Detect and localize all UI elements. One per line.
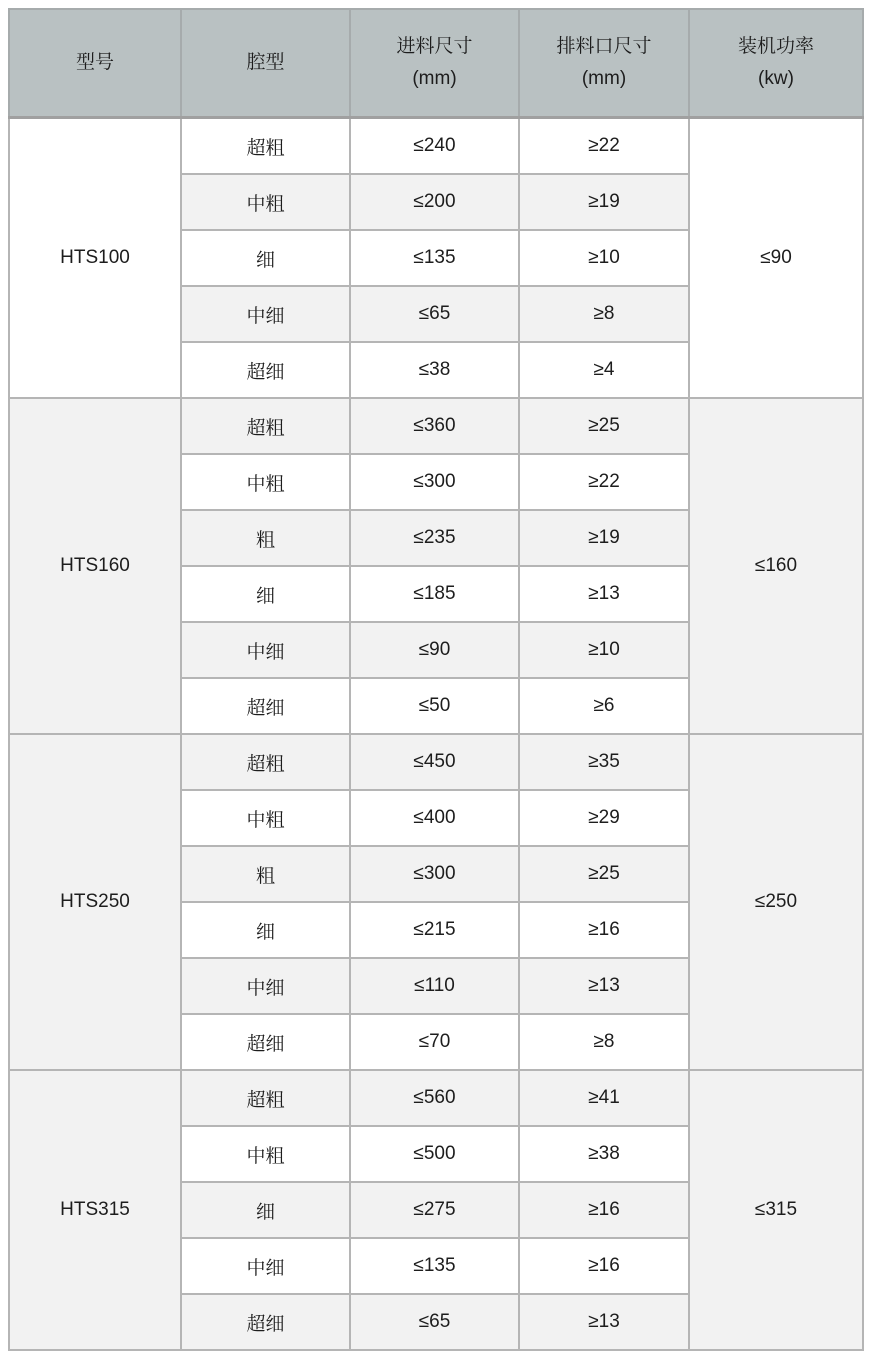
cavity-cell: 中细	[181, 1238, 350, 1294]
header-discharge-unit: (mm)	[581, 68, 627, 89]
header-power-unit: (kw)	[758, 68, 794, 89]
cavity-cell: 中粗	[181, 174, 350, 230]
feed-size-cell: ≤240	[350, 118, 519, 175]
discharge-size-cell: ≥8	[519, 1014, 689, 1070]
cavity-cell: 粗	[181, 846, 350, 902]
feed-size-cell: ≤185	[350, 566, 519, 622]
cavity-cell: 中细	[181, 286, 350, 342]
cavity-cell: 超粗	[181, 734, 350, 790]
feed-size-cell: ≤275	[350, 1182, 519, 1238]
power-cell-hts160: ≤160	[689, 398, 863, 734]
discharge-size-cell: ≥16	[519, 1238, 689, 1294]
table-row	[9, 1070, 863, 1126]
feed-size-cell: ≤400	[350, 790, 519, 846]
discharge-size-cell: ≥6	[519, 678, 689, 734]
cavity-cell: 中细	[181, 958, 350, 1014]
discharge-size-cell: ≥22	[519, 454, 689, 510]
feed-size-cell: ≤135	[350, 1238, 519, 1294]
cavity-cell: 细	[181, 566, 350, 622]
cavity-cell: 粗	[181, 510, 350, 566]
discharge-size-cell: ≥38	[519, 1126, 689, 1182]
header-power-label: 装机功率	[737, 35, 814, 57]
header-cavity-label: 腔型	[246, 51, 285, 73]
discharge-size-cell: ≥25	[519, 846, 689, 902]
header-feed-unit: (mm)	[412, 68, 457, 89]
feed-size-cell: ≤500	[350, 1126, 519, 1182]
table-row	[9, 118, 863, 175]
discharge-size-cell: ≥19	[519, 510, 689, 566]
discharge-size-cell: ≥8	[519, 286, 689, 342]
feed-size-cell: ≤90	[350, 622, 519, 678]
table-body	[9, 118, 863, 1351]
feed-size-cell: ≤200	[350, 174, 519, 230]
header-row	[9, 9, 863, 118]
cavity-cell: 超细	[181, 678, 350, 734]
discharge-size-cell: ≥10	[519, 230, 689, 286]
cavity-cell: 中粗	[181, 454, 350, 510]
feed-size-cell: ≤300	[350, 846, 519, 902]
power-cell-hts250: ≤250	[689, 734, 863, 1070]
header-model	[9, 9, 181, 118]
cavity-cell: 超细	[181, 1294, 350, 1350]
cavity-cell: 超粗	[181, 118, 350, 175]
feed-size-cell: ≤135	[350, 230, 519, 286]
model-cell-hts250: HTS250	[9, 734, 181, 1070]
discharge-size-cell: ≥25	[519, 398, 689, 454]
cavity-cell: 超细	[181, 1014, 350, 1070]
cavity-cell: 超粗	[181, 398, 350, 454]
discharge-size-cell: ≥29	[519, 790, 689, 846]
discharge-size-cell: ≥4	[519, 342, 689, 398]
model-cell-hts315: HTS315	[9, 1070, 181, 1350]
discharge-size-cell: ≥22	[519, 118, 689, 175]
discharge-size-cell: ≥10	[519, 622, 689, 678]
feed-size-cell: ≤70	[350, 1014, 519, 1070]
feed-size-cell: ≤215	[350, 902, 519, 958]
cavity-cell: 超粗	[181, 1070, 350, 1126]
feed-size-cell: ≤65	[350, 286, 519, 342]
cavity-cell: 超细	[181, 342, 350, 398]
header-discharge-label: 排料口尺寸	[556, 35, 652, 57]
feed-size-cell: ≤235	[350, 510, 519, 566]
table-row	[9, 734, 863, 790]
feed-size-cell: ≤560	[350, 1070, 519, 1126]
discharge-size-cell: ≥13	[519, 566, 689, 622]
discharge-size-cell: ≥16	[519, 902, 689, 958]
feed-size-cell: ≤300	[350, 454, 519, 510]
discharge-size-cell: ≥35	[519, 734, 689, 790]
header-feed-label: 进料尺寸	[396, 35, 473, 57]
header-cavity	[181, 9, 350, 118]
table-row	[9, 398, 863, 454]
feed-size-cell: ≤65	[350, 1294, 519, 1350]
header-power	[689, 9, 863, 118]
feed-size-cell: ≤50	[350, 678, 519, 734]
header-model-label: 型号	[75, 51, 114, 73]
table-header	[9, 9, 863, 118]
feed-size-cell: ≤110	[350, 958, 519, 1014]
cavity-cell: 细	[181, 902, 350, 958]
cavity-cell: 中细	[181, 622, 350, 678]
model-cell-hts100: HTS100	[9, 118, 181, 399]
feed-size-cell: ≤360	[350, 398, 519, 454]
discharge-size-cell: ≥16	[519, 1182, 689, 1238]
discharge-size-cell: ≥41	[519, 1070, 689, 1126]
spec-table	[8, 8, 864, 1351]
cavity-cell: 中粗	[181, 1126, 350, 1182]
model-cell-hts160: HTS160	[9, 398, 181, 734]
cavity-cell: 细	[181, 230, 350, 286]
power-cell-hts315: ≤315	[689, 1070, 863, 1350]
header-discharge-size	[519, 9, 689, 118]
discharge-size-cell: ≥19	[519, 174, 689, 230]
cavity-cell: 细	[181, 1182, 350, 1238]
header-feed-size	[350, 9, 519, 118]
power-cell-hts100: ≤90	[689, 118, 863, 399]
feed-size-cell: ≤38	[350, 342, 519, 398]
cavity-cell: 中粗	[181, 790, 350, 846]
discharge-size-cell: ≥13	[519, 1294, 689, 1350]
feed-size-cell: ≤450	[350, 734, 519, 790]
discharge-size-cell: ≥13	[519, 958, 689, 1014]
